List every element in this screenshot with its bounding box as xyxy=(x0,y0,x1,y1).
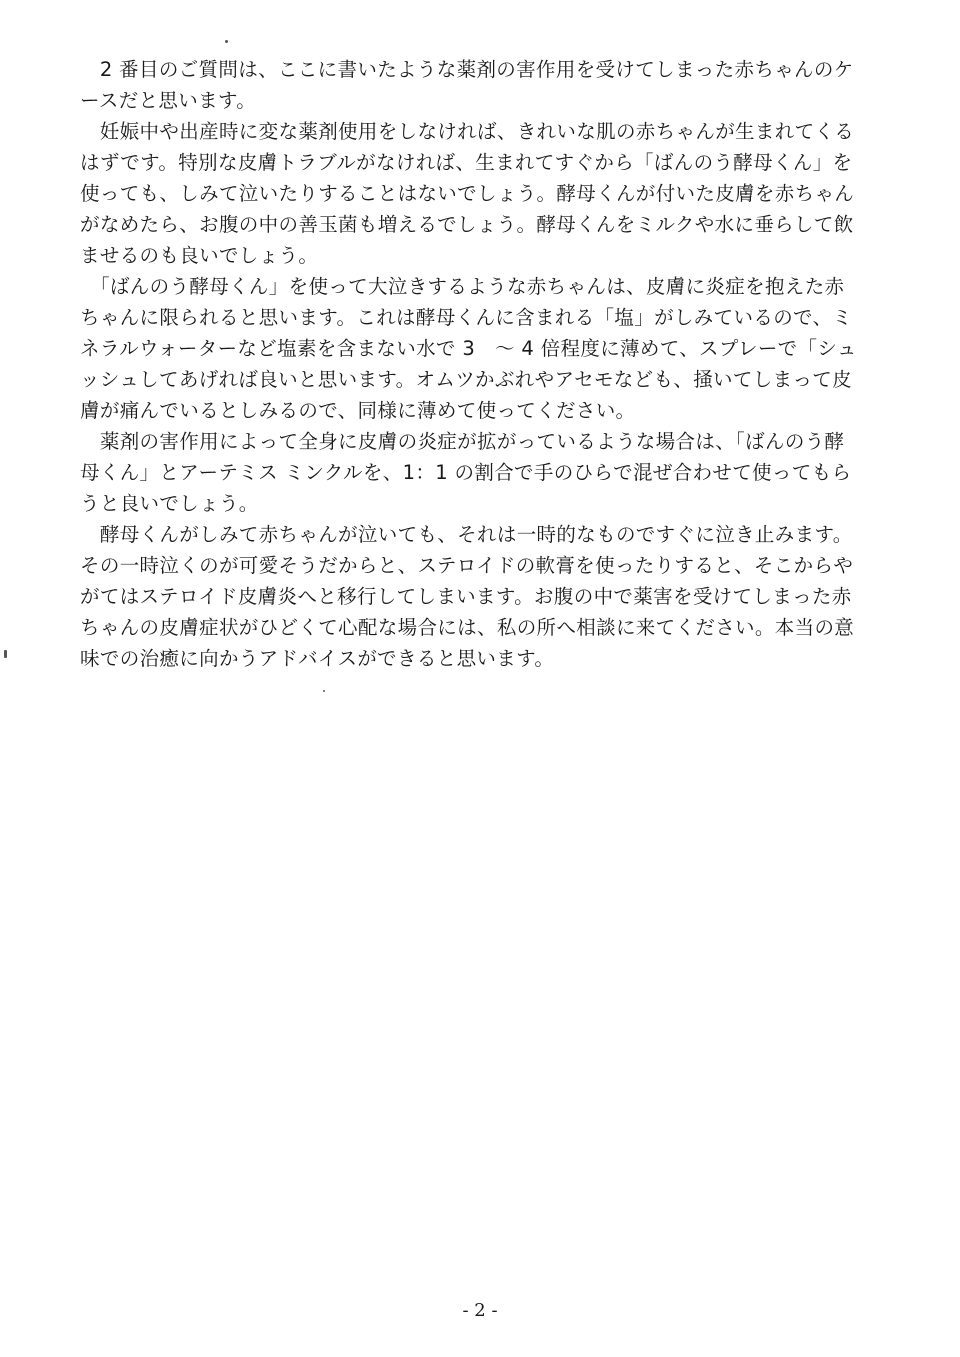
text-line: 味での治癒に向かうアドバイスができると思います。 xyxy=(80,647,555,670)
text-line: 薬剤の害作用によって全身に皮膚の炎症が拡がっているような場合は、「ばんのう酵 xyxy=(80,430,845,453)
text-line: 「ばんのう酵母くん」を使って大泣きするような赤ちゃんは、皮膚に炎症を抱えた赤 xyxy=(80,275,845,298)
text-line: ちゃんの皮膚症状がひどくて心配な場合には、私の所へ相談に来てください。本当の意 xyxy=(80,616,855,639)
text-line: はずです。特別な皮膚トラブルがなければ、生まれてすぐから「ばんのう酵母くん」を xyxy=(80,151,853,174)
text-line: うと良いでしょう。 xyxy=(80,492,259,515)
text-line: 妊娠中や出産時に変な薬剤使用をしなければ、きれいな肌の赤ちゃんが生まれてくる xyxy=(80,120,855,143)
text-line: 2 番目のご質問は、ここに書いたような薬剤の害作用を受けてしまった赤ちゃんのケ xyxy=(80,58,854,81)
text-line: ませるのも良いでしょう。 xyxy=(80,244,319,267)
body-text xyxy=(80,54,884,674)
text-line: ースだと思います。 xyxy=(80,89,257,112)
text-line: その一時泣くのが可愛そうだからと、ステロイドの軟膏を使ったりすると、そこからや xyxy=(80,554,854,577)
text-line: 母くん」とアーテミス ミンクルを、1：1 の割合で手のひらで混ぜ合わせて使ってもら xyxy=(80,461,852,484)
scan-speck xyxy=(4,650,7,658)
text-line: がなめたら、お腹の中の善玉菌も増えるでしょう。酵母くんをミルクや水に垂らして飲 xyxy=(80,213,854,236)
page-number: - 2 - xyxy=(462,1300,498,1321)
text-line: ちゃんに限られると思います。これは酵母くんに含まれる「塩」がしみているので、ミ xyxy=(80,306,853,329)
text-line: 使っても、しみて泣いたりすることはないでしょう。酵母くんが付いた皮膚を赤ちゃん xyxy=(80,182,855,205)
scan-speck xyxy=(225,40,228,43)
scan-speck xyxy=(323,690,325,692)
text-line: 酵母くんがしみて赤ちゃんが泣いても、それは一時的なものですぐに泣き止みます。 xyxy=(80,523,853,546)
text-line: ネラルウォーターなど塩素を含まない水で 3 ～ 4 倍程度に薄めて、スプレーで「シュ xyxy=(80,337,857,360)
text-line: 膚が痛んでいるとしみるので、同様に薄めて使ってください。 xyxy=(80,399,636,422)
text-line: がてはステロイド皮膚炎へと移行してしまいます。お腹の中で薬害を受けてしまった赤 xyxy=(80,585,852,608)
text-line: ッシュしてあげれば良いと思います。オムツかぶれやアセモなども、掻いてしまって皮 xyxy=(80,368,853,391)
